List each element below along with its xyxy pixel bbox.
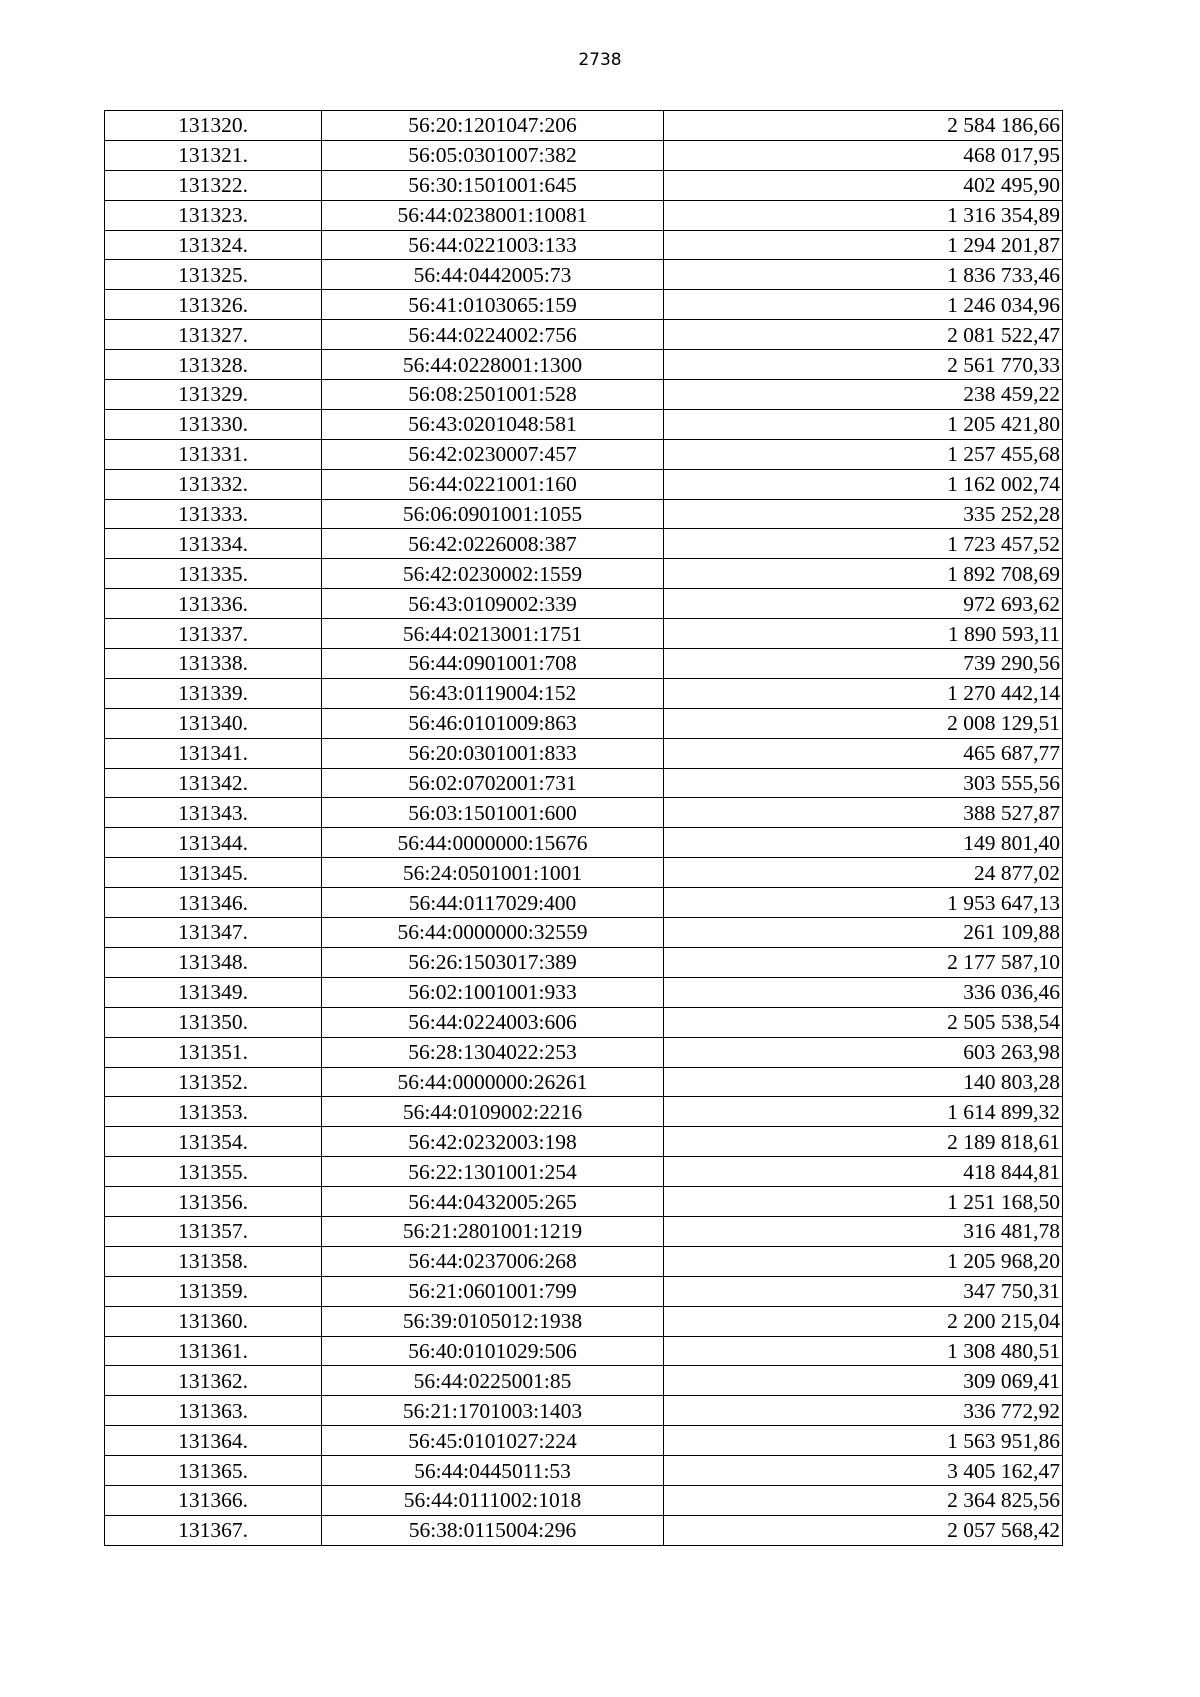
cadastral-number-cell: 56:44:0109002:2216 bbox=[322, 1097, 664, 1127]
cadastral-value-table bbox=[104, 110, 1063, 1546]
row-number-cell: 131340. bbox=[105, 708, 322, 738]
cadastral-number-cell: 56:44:0221001:160 bbox=[322, 469, 664, 499]
cadastral-value-cell: 316 481,78 bbox=[664, 1216, 1063, 1246]
cadastral-number-cell: 56:05:0301007:382 bbox=[322, 140, 664, 170]
cadastral-number-cell: 56:44:0442005:73 bbox=[322, 260, 664, 290]
row-number-cell: 131363. bbox=[105, 1396, 322, 1426]
row-number-cell: 131332. bbox=[105, 469, 322, 499]
cadastral-value-cell: 336 036,46 bbox=[664, 977, 1063, 1007]
row-number-cell: 131345. bbox=[105, 858, 322, 888]
table-row bbox=[105, 1485, 1063, 1515]
row-number-cell: 131346. bbox=[105, 888, 322, 918]
table-row bbox=[105, 260, 1063, 290]
table-row bbox=[105, 798, 1063, 828]
cadastral-value-cell: 2 364 825,56 bbox=[664, 1485, 1063, 1515]
table-row bbox=[105, 649, 1063, 679]
row-number-cell: 131334. bbox=[105, 529, 322, 559]
row-number-cell: 131344. bbox=[105, 828, 322, 858]
row-number-cell: 131350. bbox=[105, 1007, 322, 1037]
cadastral-number-cell: 56:03:1501001:600 bbox=[322, 798, 664, 828]
row-number-cell: 131338. bbox=[105, 649, 322, 679]
cadastral-number-cell: 56:21:0601001:799 bbox=[322, 1276, 664, 1306]
cadastral-value-cell: 2 189 818,61 bbox=[664, 1127, 1063, 1157]
table-row bbox=[105, 619, 1063, 649]
cadastral-value-cell: 468 017,95 bbox=[664, 140, 1063, 170]
row-number-cell: 131351. bbox=[105, 1037, 322, 1067]
cadastral-value-cell: 347 750,31 bbox=[664, 1276, 1063, 1306]
cadastral-number-cell: 56:24:0501001:1001 bbox=[322, 858, 664, 888]
row-number-cell: 131352. bbox=[105, 1067, 322, 1097]
cadastral-number-cell: 56:22:1301001:254 bbox=[322, 1157, 664, 1187]
cadastral-value-cell: 465 687,77 bbox=[664, 738, 1063, 768]
cadastral-number-cell: 56:21:1701003:1403 bbox=[322, 1396, 664, 1426]
cadastral-number-cell: 56:21:2801001:1219 bbox=[322, 1216, 664, 1246]
table-row bbox=[105, 1366, 1063, 1396]
cadastral-value-cell: 1 294 201,87 bbox=[664, 230, 1063, 260]
table-body bbox=[105, 111, 1063, 1546]
cadastral-number-cell: 56:40:0101029:506 bbox=[322, 1336, 664, 1366]
row-number-cell: 131324. bbox=[105, 230, 322, 260]
cadastral-value-cell: 2 057 568,42 bbox=[664, 1515, 1063, 1545]
cadastral-number-cell: 56:44:0224003:606 bbox=[322, 1007, 664, 1037]
page-number: 2738 bbox=[578, 50, 622, 70]
row-number-cell: 131367. bbox=[105, 1515, 322, 1545]
table-row bbox=[105, 1456, 1063, 1486]
cadastral-value-cell: 418 844,81 bbox=[664, 1157, 1063, 1187]
cadastral-value-cell: 24 877,02 bbox=[664, 858, 1063, 888]
cadastral-number-cell: 56:06:0901001:1055 bbox=[322, 499, 664, 529]
cadastral-value-cell: 2 081 522,47 bbox=[664, 320, 1063, 350]
cadastral-number-cell: 56:43:0119004:152 bbox=[322, 678, 664, 708]
table-row bbox=[105, 589, 1063, 619]
table-row bbox=[105, 1216, 1063, 1246]
row-number-cell: 131354. bbox=[105, 1127, 322, 1157]
cadastral-number-cell: 56:30:1501001:645 bbox=[322, 170, 664, 200]
cadastral-value-cell: 2 008 129,51 bbox=[664, 708, 1063, 738]
table-row bbox=[105, 678, 1063, 708]
table-row bbox=[105, 768, 1063, 798]
cadastral-number-cell: 56:38:0115004:296 bbox=[322, 1515, 664, 1545]
cadastral-number-cell: 56:39:0105012:1938 bbox=[322, 1306, 664, 1336]
cadastral-number-cell: 56:20:1201047:206 bbox=[322, 111, 664, 141]
table-row bbox=[105, 858, 1063, 888]
cadastral-number-cell: 56:44:0225001:85 bbox=[322, 1366, 664, 1396]
cadastral-value-cell: 1 614 899,32 bbox=[664, 1097, 1063, 1127]
row-number-cell: 131355. bbox=[105, 1157, 322, 1187]
table-row bbox=[105, 350, 1063, 380]
row-number-cell: 131320. bbox=[105, 111, 322, 141]
cadastral-number-cell: 56:44:0432005:265 bbox=[322, 1187, 664, 1217]
table-row bbox=[105, 1037, 1063, 1067]
table-row bbox=[105, 409, 1063, 439]
cadastral-number-cell: 56:42:0226008:387 bbox=[322, 529, 664, 559]
cadastral-number-cell: 56:08:2501001:528 bbox=[322, 380, 664, 410]
cadastral-value-cell: 1 257 455,68 bbox=[664, 439, 1063, 469]
row-number-cell: 131331. bbox=[105, 439, 322, 469]
cadastral-number-cell: 56:20:0301001:833 bbox=[322, 738, 664, 768]
table-row bbox=[105, 947, 1063, 977]
cadastral-value-cell: 1 246 034,96 bbox=[664, 290, 1063, 320]
table-row bbox=[105, 200, 1063, 230]
row-number-cell: 131337. bbox=[105, 619, 322, 649]
cadastral-value-cell: 303 555,56 bbox=[664, 768, 1063, 798]
cadastral-value-cell: 1 205 968,20 bbox=[664, 1246, 1063, 1276]
cadastral-value-cell: 1 953 647,13 bbox=[664, 888, 1063, 918]
cadastral-value-cell: 336 772,92 bbox=[664, 1396, 1063, 1426]
cadastral-number-cell: 56:44:0237006:268 bbox=[322, 1246, 664, 1276]
cadastral-value-cell: 1 308 480,51 bbox=[664, 1336, 1063, 1366]
table-row bbox=[105, 1157, 1063, 1187]
cadastral-value-cell: 1 836 733,46 bbox=[664, 260, 1063, 290]
row-number-cell: 131342. bbox=[105, 768, 322, 798]
cadastral-value-cell: 309 069,41 bbox=[664, 1366, 1063, 1396]
cadastral-number-cell: 56:44:0213001:1751 bbox=[322, 619, 664, 649]
cadastral-number-cell: 56:44:0901001:708 bbox=[322, 649, 664, 679]
row-number-cell: 131343. bbox=[105, 798, 322, 828]
cadastral-number-cell: 56:46:0101009:863 bbox=[322, 708, 664, 738]
table-row bbox=[105, 1127, 1063, 1157]
row-number-cell: 131347. bbox=[105, 918, 322, 948]
cadastral-value-cell: 1 270 442,14 bbox=[664, 678, 1063, 708]
cadastral-number-cell: 56:44:0000000:32559 bbox=[322, 918, 664, 948]
cadastral-number-cell: 56:42:0230002:1559 bbox=[322, 559, 664, 589]
row-number-cell: 131323. bbox=[105, 200, 322, 230]
row-number-cell: 131366. bbox=[105, 1485, 322, 1515]
cadastral-value-cell: 261 109,88 bbox=[664, 918, 1063, 948]
cadastral-value-cell: 1 723 457,52 bbox=[664, 529, 1063, 559]
table-row bbox=[105, 1007, 1063, 1037]
cadastral-number-cell: 56:44:0000000:15676 bbox=[322, 828, 664, 858]
cadastral-value-cell: 603 263,98 bbox=[664, 1037, 1063, 1067]
table-row bbox=[105, 828, 1063, 858]
table-row bbox=[105, 1246, 1063, 1276]
row-number-cell: 131353. bbox=[105, 1097, 322, 1127]
cadastral-value-cell: 2 584 186,66 bbox=[664, 111, 1063, 141]
cadastral-value-cell: 1 205 421,80 bbox=[664, 409, 1063, 439]
cadastral-number-cell: 56:42:0232003:198 bbox=[322, 1127, 664, 1157]
row-number-cell: 131360. bbox=[105, 1306, 322, 1336]
table-row bbox=[105, 1276, 1063, 1306]
table-row bbox=[105, 380, 1063, 410]
cadastral-value-cell: 1 316 354,89 bbox=[664, 200, 1063, 230]
cadastral-value-cell: 1 162 002,74 bbox=[664, 469, 1063, 499]
row-number-cell: 131341. bbox=[105, 738, 322, 768]
cadastral-number-cell: 56:43:0109002:339 bbox=[322, 589, 664, 619]
table-row bbox=[105, 559, 1063, 589]
row-number-cell: 131322. bbox=[105, 170, 322, 200]
cadastral-number-cell: 56:44:0224002:756 bbox=[322, 320, 664, 350]
table-row bbox=[105, 1426, 1063, 1456]
table-row bbox=[105, 977, 1063, 1007]
row-number-cell: 131326. bbox=[105, 290, 322, 320]
row-number-cell: 131359. bbox=[105, 1276, 322, 1306]
row-number-cell: 131348. bbox=[105, 947, 322, 977]
table-row bbox=[105, 230, 1063, 260]
row-number-cell: 131333. bbox=[105, 499, 322, 529]
cadastral-value-cell: 140 803,28 bbox=[664, 1067, 1063, 1097]
cadastral-number-cell: 56:44:0117029:400 bbox=[322, 888, 664, 918]
row-number-cell: 131357. bbox=[105, 1216, 322, 1246]
cadastral-value-cell: 1 892 708,69 bbox=[664, 559, 1063, 589]
table-row bbox=[105, 529, 1063, 559]
table-row bbox=[105, 1515, 1063, 1545]
table-row bbox=[105, 469, 1063, 499]
cadastral-value-cell: 149 801,40 bbox=[664, 828, 1063, 858]
row-number-cell: 131329. bbox=[105, 380, 322, 410]
table-row bbox=[105, 1097, 1063, 1127]
cadastral-value-cell: 402 495,90 bbox=[664, 170, 1063, 200]
table-row bbox=[105, 170, 1063, 200]
table-row bbox=[105, 1396, 1063, 1426]
table-row bbox=[105, 738, 1063, 768]
row-number-cell: 131349. bbox=[105, 977, 322, 1007]
cadastral-number-cell: 56:28:1304022:253 bbox=[322, 1037, 664, 1067]
cadastral-number-cell: 56:45:0101027:224 bbox=[322, 1426, 664, 1456]
cadastral-value-cell: 3 405 162,47 bbox=[664, 1456, 1063, 1486]
cadastral-number-cell: 56:44:0238001:10081 bbox=[322, 200, 664, 230]
table-row bbox=[105, 1306, 1063, 1336]
cadastral-value-cell: 972 693,62 bbox=[664, 589, 1063, 619]
row-number-cell: 131339. bbox=[105, 678, 322, 708]
table-row bbox=[105, 918, 1063, 948]
row-number-cell: 131364. bbox=[105, 1426, 322, 1456]
row-number-cell: 131365. bbox=[105, 1456, 322, 1486]
cadastral-value-cell: 1 251 168,50 bbox=[664, 1187, 1063, 1217]
table-row bbox=[105, 888, 1063, 918]
cadastral-value-cell: 238 459,22 bbox=[664, 380, 1063, 410]
row-number-cell: 131327. bbox=[105, 320, 322, 350]
cadastral-number-cell: 56:44:0445011:53 bbox=[322, 1456, 664, 1486]
table-row bbox=[105, 1187, 1063, 1217]
cadastral-number-cell: 56:42:0230007:457 bbox=[322, 439, 664, 469]
row-number-cell: 131336. bbox=[105, 589, 322, 619]
cadastral-value-cell: 2 177 587,10 bbox=[664, 947, 1063, 977]
cadastral-number-cell: 56:44:0111002:1018 bbox=[322, 1485, 664, 1515]
table-row bbox=[105, 1067, 1063, 1097]
cadastral-number-cell: 56:02:0702001:731 bbox=[322, 768, 664, 798]
row-number-cell: 131328. bbox=[105, 350, 322, 380]
cadastral-value-cell: 2 505 538,54 bbox=[664, 1007, 1063, 1037]
cadastral-number-cell: 56:26:1503017:389 bbox=[322, 947, 664, 977]
table-row bbox=[105, 320, 1063, 350]
cadastral-value-cell: 2 200 215,04 bbox=[664, 1306, 1063, 1336]
row-number-cell: 131356. bbox=[105, 1187, 322, 1217]
cadastral-value-cell: 1 890 593,11 bbox=[664, 619, 1063, 649]
table-row bbox=[105, 140, 1063, 170]
cadastral-number-cell: 56:44:0221003:133 bbox=[322, 230, 664, 260]
cadastral-value-cell: 335 252,28 bbox=[664, 499, 1063, 529]
table-row bbox=[105, 439, 1063, 469]
row-number-cell: 131361. bbox=[105, 1336, 322, 1366]
cadastral-number-cell: 56:44:0228001:1300 bbox=[322, 350, 664, 380]
table-row bbox=[105, 1336, 1063, 1366]
cadastral-value-cell: 1 563 951,86 bbox=[664, 1426, 1063, 1456]
table-row bbox=[105, 499, 1063, 529]
cadastral-value-cell: 739 290,56 bbox=[664, 649, 1063, 679]
row-number-cell: 131325. bbox=[105, 260, 322, 290]
table-row bbox=[105, 290, 1063, 320]
cadastral-number-cell: 56:41:0103065:159 bbox=[322, 290, 664, 320]
cadastral-number-cell: 56:02:1001001:933 bbox=[322, 977, 664, 1007]
row-number-cell: 131335. bbox=[105, 559, 322, 589]
cadastral-value-cell: 2 561 770,33 bbox=[664, 350, 1063, 380]
cadastral-number-cell: 56:43:0201048:581 bbox=[322, 409, 664, 439]
table-row bbox=[105, 111, 1063, 141]
row-number-cell: 131358. bbox=[105, 1246, 322, 1276]
cadastral-value-cell: 388 527,87 bbox=[664, 798, 1063, 828]
row-number-cell: 131362. bbox=[105, 1366, 322, 1396]
row-number-cell: 131321. bbox=[105, 140, 322, 170]
cadastral-number-cell: 56:44:0000000:26261 bbox=[322, 1067, 664, 1097]
row-number-cell: 131330. bbox=[105, 409, 322, 439]
table-row bbox=[105, 708, 1063, 738]
